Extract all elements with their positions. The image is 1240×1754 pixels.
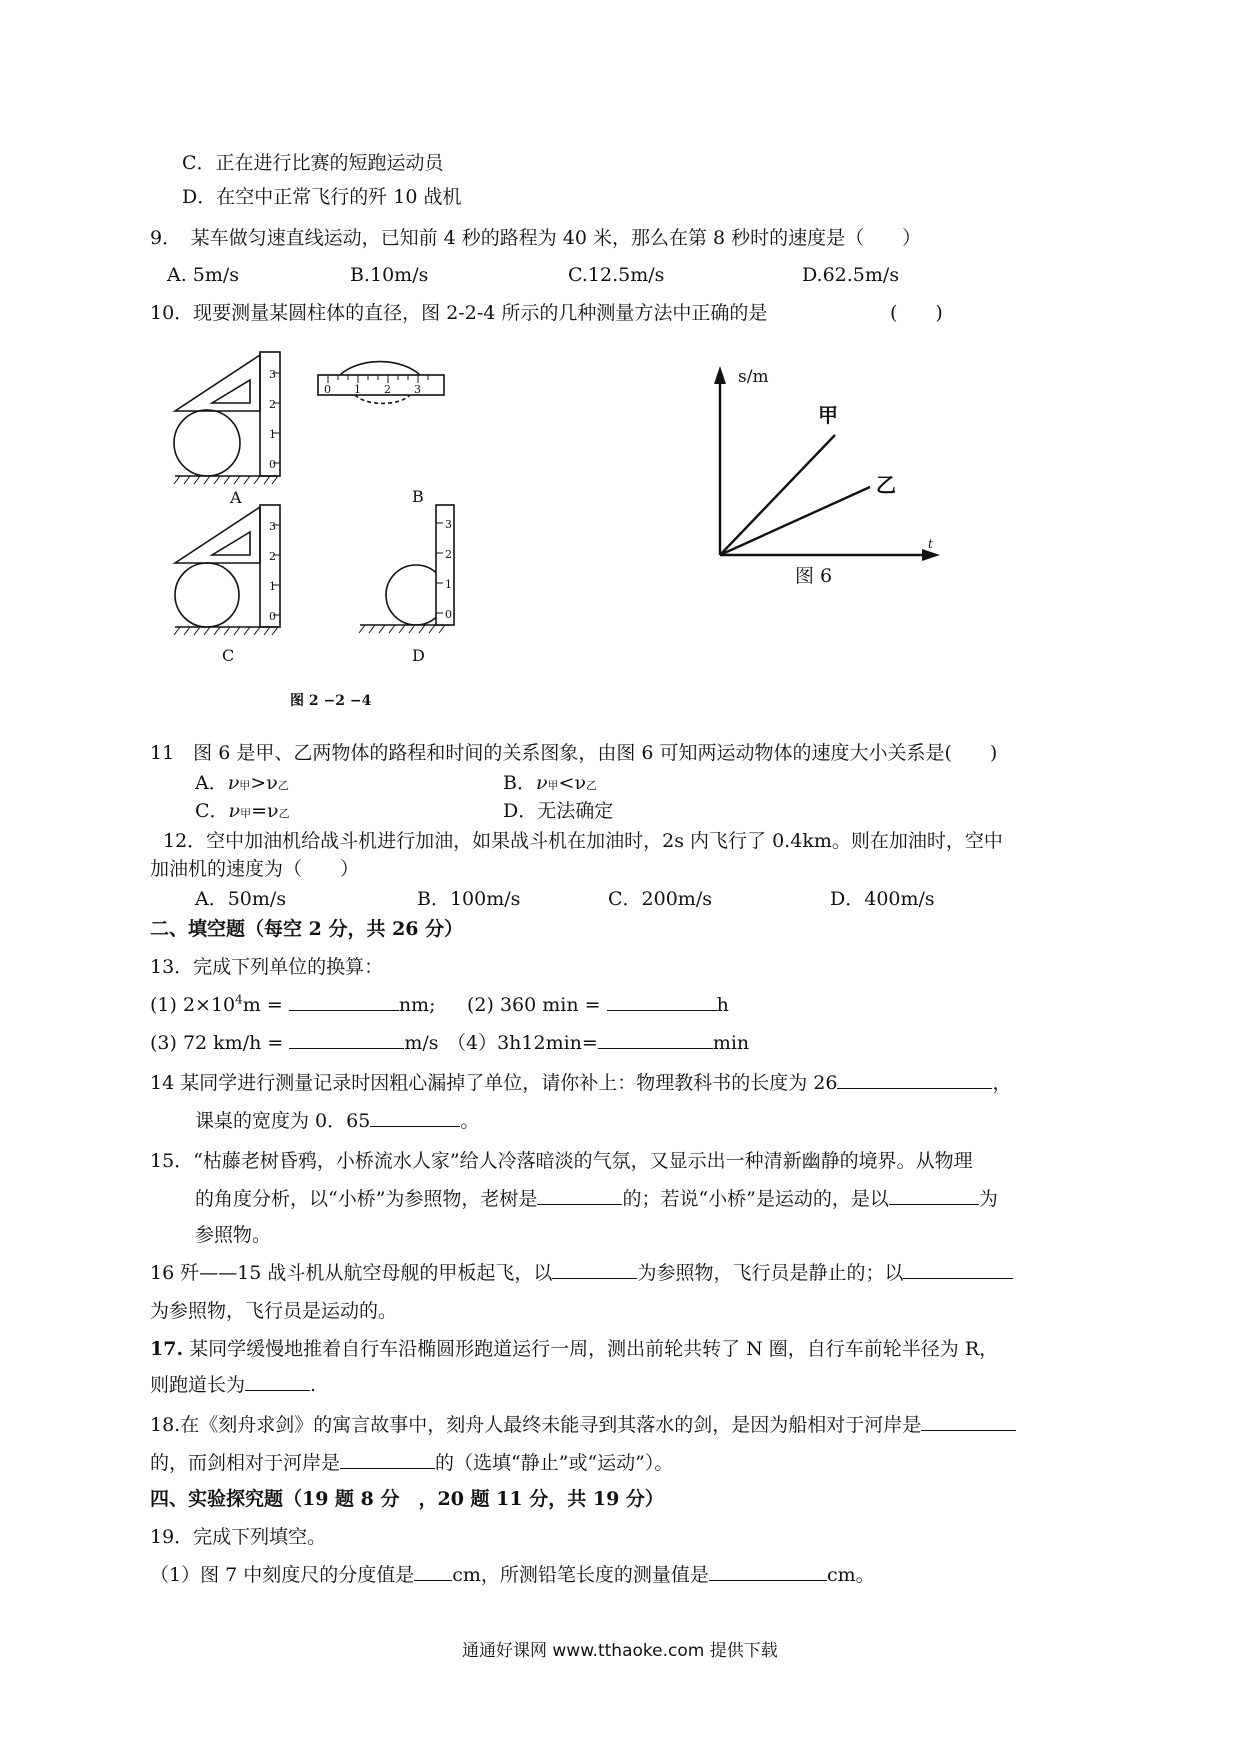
- q18-blank-2[interactable]: [340, 1450, 435, 1469]
- figure-2-2-4: [150, 345, 530, 715]
- q13-part4-unit: min: [712, 1032, 750, 1054]
- q17-number: 17.: [150, 1338, 184, 1360]
- q14-line1-end: ，: [992, 1072, 1012, 1094]
- q9-option-b: B.10m/s: [350, 264, 429, 286]
- q11-option-a-sub1: 甲: [239, 779, 251, 792]
- q15-line2: [195, 1186, 998, 1212]
- q19-sub1: [150, 1562, 875, 1588]
- ruler-d-tick-0: 0: [445, 608, 452, 621]
- ruler-a-tick-0: 0: [269, 458, 276, 471]
- line-yi: [720, 487, 870, 555]
- method-b-label: B: [412, 487, 424, 506]
- q13-part2-prefix: (2) 360 min =: [467, 994, 601, 1016]
- q13-part4-blank[interactable]: [598, 1030, 713, 1049]
- q15-blank-2[interactable]: [889, 1186, 979, 1205]
- q17-line2: [150, 1372, 316, 1398]
- y-axis-label: s/m: [738, 367, 769, 387]
- q16-blank-2[interactable]: [903, 1260, 1013, 1279]
- q17-line1: [150, 1336, 998, 1362]
- q18-line2-a: 的，而剑相对于河岸是: [150, 1452, 341, 1474]
- q12-option-a: A．50m/s: [195, 888, 287, 910]
- q16-line2: 为参照物，飞行员是运动的。: [150, 1300, 398, 1322]
- q19-sub1-b: cm，所测铅笔长度的测量值是: [452, 1564, 709, 1586]
- q14-blank-1[interactable]: [837, 1070, 992, 1089]
- q19-sub1-a: （1）图 7 中刻度尺的分度值是: [150, 1564, 415, 1586]
- q12-option-d: D．400m/s: [830, 888, 935, 910]
- q11-option-a-prefix: A．: [195, 772, 228, 794]
- figure-2-2-4-caption: 图 2 −2 −4: [290, 693, 372, 709]
- q11-option-a-v: ν: [227, 772, 240, 794]
- q19-blank-1[interactable]: [414, 1562, 452, 1581]
- q15-line2-b: 的；若说“小桥”是运动的，是以: [622, 1188, 889, 1210]
- ruler-c-tick-3: 3: [269, 520, 276, 533]
- q14-line1: [150, 1070, 1011, 1096]
- ruler-b-tick-3: 3: [414, 383, 421, 396]
- q11-option-b-op: <ν: [558, 772, 587, 794]
- section-4-title: 四、实验探究题（19 题 8 分 ，20 题 11 分，共 19 分）: [150, 1488, 664, 1510]
- q15-blank-1[interactable]: [537, 1186, 622, 1205]
- q11-option-c-prefix: C．: [195, 800, 229, 822]
- ruler-c-tick-1: 1: [269, 580, 276, 593]
- q15-line1: 15．“枯藤老树昏鸦，小桥流水人家”给人冷落暗淡的气氛，又显示出一种清新幽静的境界。从物理: [150, 1150, 973, 1172]
- figure-6-caption: 图 6: [795, 565, 833, 587]
- q11-option-a: [195, 770, 289, 799]
- q11-stem: 11 图 6 是甲、乙两物体的路程和时间的关系图象，由图 6 可知两运动物体的速度大小关系是( ): [150, 742, 998, 764]
- line-jia: [720, 435, 835, 555]
- method-a-label: A: [230, 488, 242, 507]
- q9-option-a: A. 5m/s: [167, 264, 240, 286]
- q13-part1: [150, 992, 435, 1018]
- q15-line2-a: 的角度分析，以“小桥”为参照物，老树是: [195, 1188, 538, 1210]
- q18-line1-text: 18.在《刻舟求剑》的寓言故事中，刻舟人最终未能寻到其落水的剑，是因为船相对于河岸是: [150, 1414, 922, 1436]
- ruler-c-tick-2: 2: [269, 550, 276, 563]
- ruler-d-tick-3: 3: [445, 518, 452, 531]
- q19-sub1-c: cm。: [826, 1564, 875, 1586]
- q11-option-b-sub2: 乙: [586, 779, 598, 792]
- q14-line2-end: 。: [460, 1110, 480, 1132]
- q9-stem: 9． 某车做匀速直线运动，已知前 4 秒的路程为 40 米，那么在第 8 秒时的速度是（ ）: [150, 227, 922, 249]
- q10-answer-paren: ( ): [890, 302, 943, 324]
- q11-option-c-sub1: 甲: [240, 807, 252, 820]
- q11-option-c: [195, 798, 290, 827]
- q11-option-c-v: ν: [228, 800, 241, 822]
- ruler-b-tick-1: 1: [354, 383, 361, 396]
- q9-option-c: C.12.5m/s: [568, 264, 665, 286]
- q18-line2: [150, 1450, 673, 1476]
- q14-line2: [195, 1108, 479, 1134]
- q16-line1-b: 为参照物，飞行员是静止的；以: [637, 1262, 904, 1284]
- q14-blank-2[interactable]: [370, 1108, 460, 1127]
- method-d-drawing: [359, 505, 454, 633]
- q13-part4-prefix: （4）3h12min=: [447, 1032, 598, 1054]
- q10-stem: 10．现要测量某圆柱体的直径，图 2-2-4 所示的几种测量方法中正确的是: [150, 302, 768, 324]
- method-d-label: D: [412, 646, 425, 665]
- q8-option-d: D．在空中正常飞行的歼 10 战机: [182, 186, 462, 208]
- q19-blank-2[interactable]: [709, 1562, 827, 1581]
- method-a-drawing: [174, 352, 280, 484]
- ruler-d-tick-1: 1: [445, 578, 452, 591]
- q11-option-a-sub2: 乙: [277, 779, 289, 792]
- q13-part3: [150, 1030, 439, 1056]
- q11-option-c-sub2: 乙: [278, 807, 290, 820]
- q17-line2-b: .: [310, 1374, 317, 1396]
- footer-text: 通通好课网 www.tthaoke.com 提供下载: [462, 1641, 778, 1661]
- q13-part3-blank[interactable]: [289, 1030, 404, 1049]
- x-axis-label: t: [928, 537, 933, 551]
- q18-line2-b: 的（选填“静止”或“运动”）。: [435, 1452, 674, 1474]
- q8-option-c: C．正在进行比赛的短跑运动员: [182, 152, 444, 174]
- line-yi-label: 乙: [876, 473, 896, 497]
- method-b-drawing: [318, 362, 444, 404]
- q14-line2-text: 课桌的宽度为 0．65: [195, 1110, 371, 1132]
- q11-option-b-v: ν: [535, 772, 548, 794]
- ruler-c-tick-0: 0: [269, 610, 276, 623]
- q11-option-a-op: >ν: [250, 772, 278, 794]
- q17-blank[interactable]: [245, 1372, 310, 1391]
- q14-line1-text: 14 某同学进行测量记录时因粗心漏掉了单位，请你补上：物理教科书的长度为 26: [150, 1072, 838, 1094]
- ruler-b-tick-0: 0: [324, 383, 331, 396]
- ruler-a-tick-1: 1: [269, 428, 276, 441]
- ruler-a-tick-2: 2: [269, 398, 276, 411]
- q11-option-b-prefix: B．: [503, 772, 536, 794]
- ruler-d-tick-2: 2: [445, 548, 452, 561]
- q13-part2-unit: h: [716, 994, 729, 1016]
- q13-part2: [467, 992, 729, 1018]
- q18-line1: [150, 1412, 1016, 1438]
- q12-option-b: B．100m/s: [417, 888, 521, 910]
- q13-part3-prefix: (3) 72 km/h =: [150, 1032, 284, 1054]
- q13-stem: 13．完成下列单位的换算：: [150, 956, 384, 978]
- q13-part1-prefix: (1) 2×10: [150, 994, 236, 1016]
- q13-part4: [447, 1030, 749, 1056]
- q13-part2-blank[interactable]: [607, 992, 717, 1011]
- q17-line2-a: 则跑道长为: [150, 1374, 246, 1396]
- q17-line1-text: 某同学缓慢地推着自行车沿椭圆形跑道运行一周，测出前轮共转了 N 圈，自行车前轮半径为 R，: [183, 1338, 999, 1360]
- q13-part1-mid: m =: [242, 994, 283, 1016]
- section-2-title: 二、填空题（每空 2 分，共 26 分）: [150, 918, 464, 940]
- q13-part3-unit: m/s: [404, 1032, 439, 1054]
- q13-part1-exponent: 4: [235, 992, 243, 1007]
- method-c-drawing: [174, 505, 280, 635]
- q16-blank-1[interactable]: [552, 1260, 637, 1279]
- q11-option-d: D．无法确定: [503, 800, 614, 822]
- line-jia-label: 甲: [818, 403, 838, 427]
- q12-option-c: C．200m/s: [608, 888, 712, 910]
- q16-line1-a: 16 歼——15 战斗机从航空母舰的甲板起飞，以: [150, 1262, 553, 1284]
- ruler-a-tick-3: 3: [269, 368, 276, 381]
- q11-option-b-sub1: 甲: [547, 779, 559, 792]
- q18-blank-1[interactable]: [921, 1412, 1016, 1431]
- q11-option-b: [503, 770, 597, 799]
- q12-line2: 加油机的速度为（ ）: [150, 858, 360, 880]
- figure-6: [700, 360, 950, 590]
- q12-line1: 12．空中加油机给战斗机进行加油，如果战斗机在加油时，2s 内飞行了 0.4km。则在加油时，空中: [163, 830, 1003, 852]
- q19-stem: 19．完成下列填空。: [150, 1526, 327, 1548]
- method-c-label: C: [222, 646, 235, 665]
- ruler-b-tick-2: 2: [384, 383, 391, 396]
- q15-line2-c: 为: [978, 1188, 998, 1210]
- q13-part1-blank[interactable]: [289, 992, 399, 1011]
- q11-option-c-op: =ν: [251, 800, 279, 822]
- q16-line1: [150, 1260, 1013, 1286]
- q9-option-d: D.62.5m/s: [802, 264, 900, 286]
- q15-line3: 参照物。: [195, 1224, 272, 1246]
- q13-part1-unit: nm;: [398, 994, 436, 1016]
